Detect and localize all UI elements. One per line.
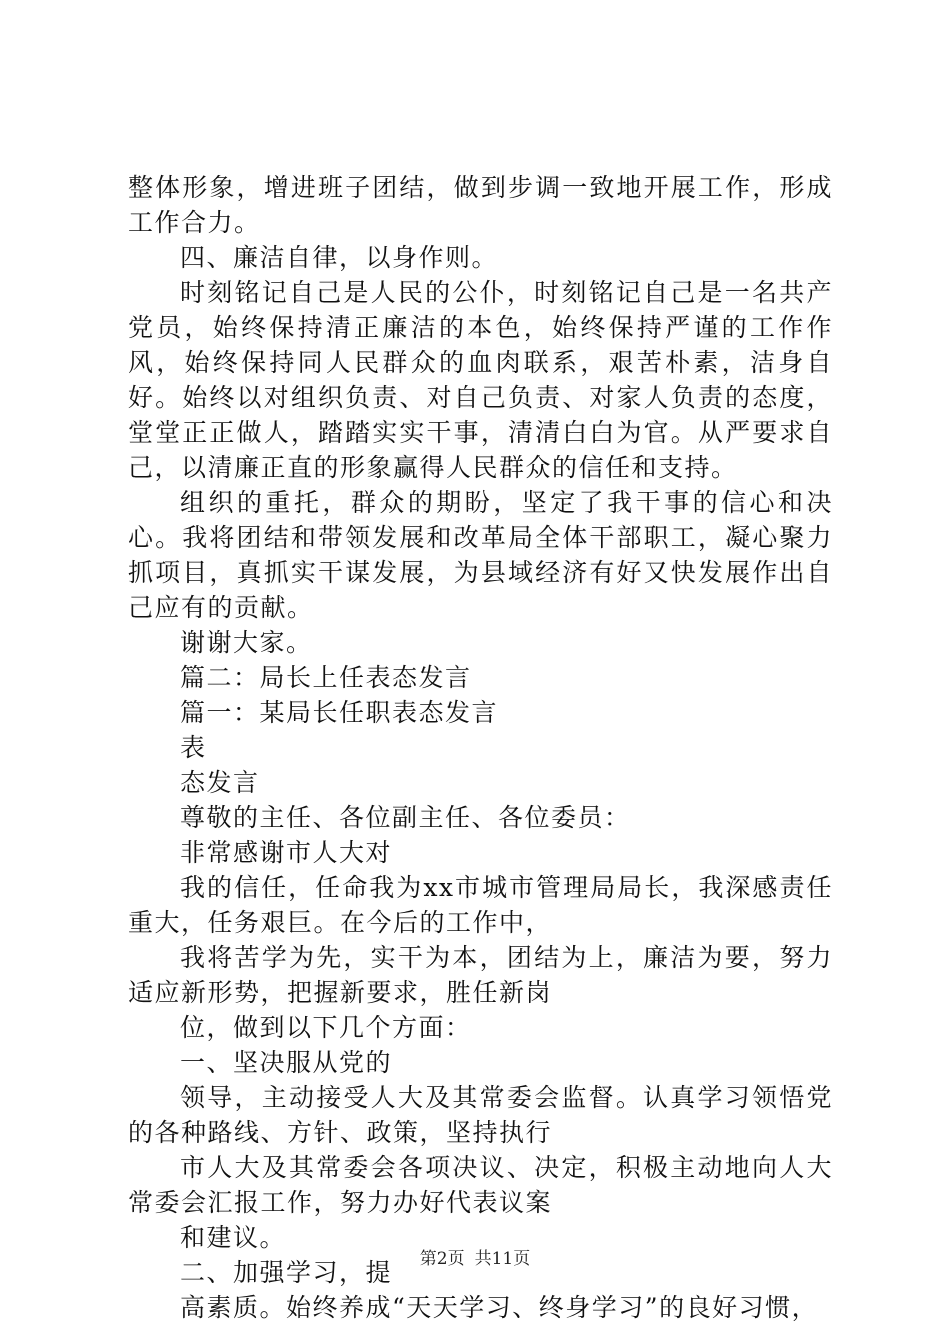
paragraph: 和建议。 — [180, 1223, 287, 1252]
paragraph: 市人大及其常委会各项决议、决定，积极主动地向人大常委会汇报工作，努力办好代表议案 — [128, 1153, 833, 1217]
paragraph: 整体形象，增进班子团结，做到步调一致地开展工作，形成工作合力。 — [128, 173, 833, 237]
paragraph: 高素质。始终养成“天天学习、终身学习”的良好习惯， — [180, 1293, 819, 1322]
paragraph: 二、加强学习，提 — [180, 1258, 393, 1287]
paragraph: 位，做到以下几个方面： — [180, 1013, 472, 1042]
paragraph: 我将苦学为先，实干为本，团结为上，廉洁为要，努力适应新形势，把握新要求，胜任新岗 — [128, 943, 833, 1007]
paragraph: 篇一：某局长任职表态发言 — [180, 698, 499, 727]
paragraph: 尊敬的主任、各位副主任、各位委员： — [180, 803, 631, 832]
page-number: 第2页 — [419, 1249, 465, 1269]
paragraph: 篇二：局长上任表态发言 — [180, 663, 472, 692]
paragraph: 组织的重托，群众的期盼，坚定了我干事的信心和决心。我将团结和带领发展和改革局全体干部职工，凝心聚力抓项目，真抓实干谋发展，为县域经济有好又快发展作出自己应有的贡献。 — [128, 488, 833, 622]
paragraph: 表 — [180, 733, 207, 762]
paragraph: 谢谢大家。 — [180, 628, 313, 657]
paragraph: 态发言 — [180, 768, 260, 797]
page-footer — [0, 1244, 950, 1269]
paragraph: 时刻铭记自己是人民的公仆，时刻铭记自己是一名共产党员，始终保持清正廉洁的本色，始终保持严谨的工作作风，始终保持同人民群众的血肉联系，艰苦朴素，洁身自好。始终以对组织负责、对自己负责、对家人负责的态度，堂堂正正做人，踏踏实实干事，清清白白为官。从严要求自己，以清廉正直的形象赢得人民群众的信任和支持。 — [128, 278, 833, 482]
page-total: 共11页 — [474, 1249, 531, 1269]
paragraph: 四、廉洁自律，以身作则。 — [180, 243, 499, 272]
paragraph: 领导，主动接受人大及其常委会监督。认真学习领悟党的各种路线、方针、政策，坚持执行 — [128, 1083, 833, 1147]
paragraph: 我的信任，任命我为xx市城市管理局局长，我深感责任重大，任务艰巨。在今后的工作中， — [128, 873, 833, 937]
document-body — [128, 170, 833, 1325]
paragraph: 一、坚决服从党的 — [180, 1048, 393, 1077]
paragraph: 非常感谢市人大对 — [180, 838, 393, 867]
